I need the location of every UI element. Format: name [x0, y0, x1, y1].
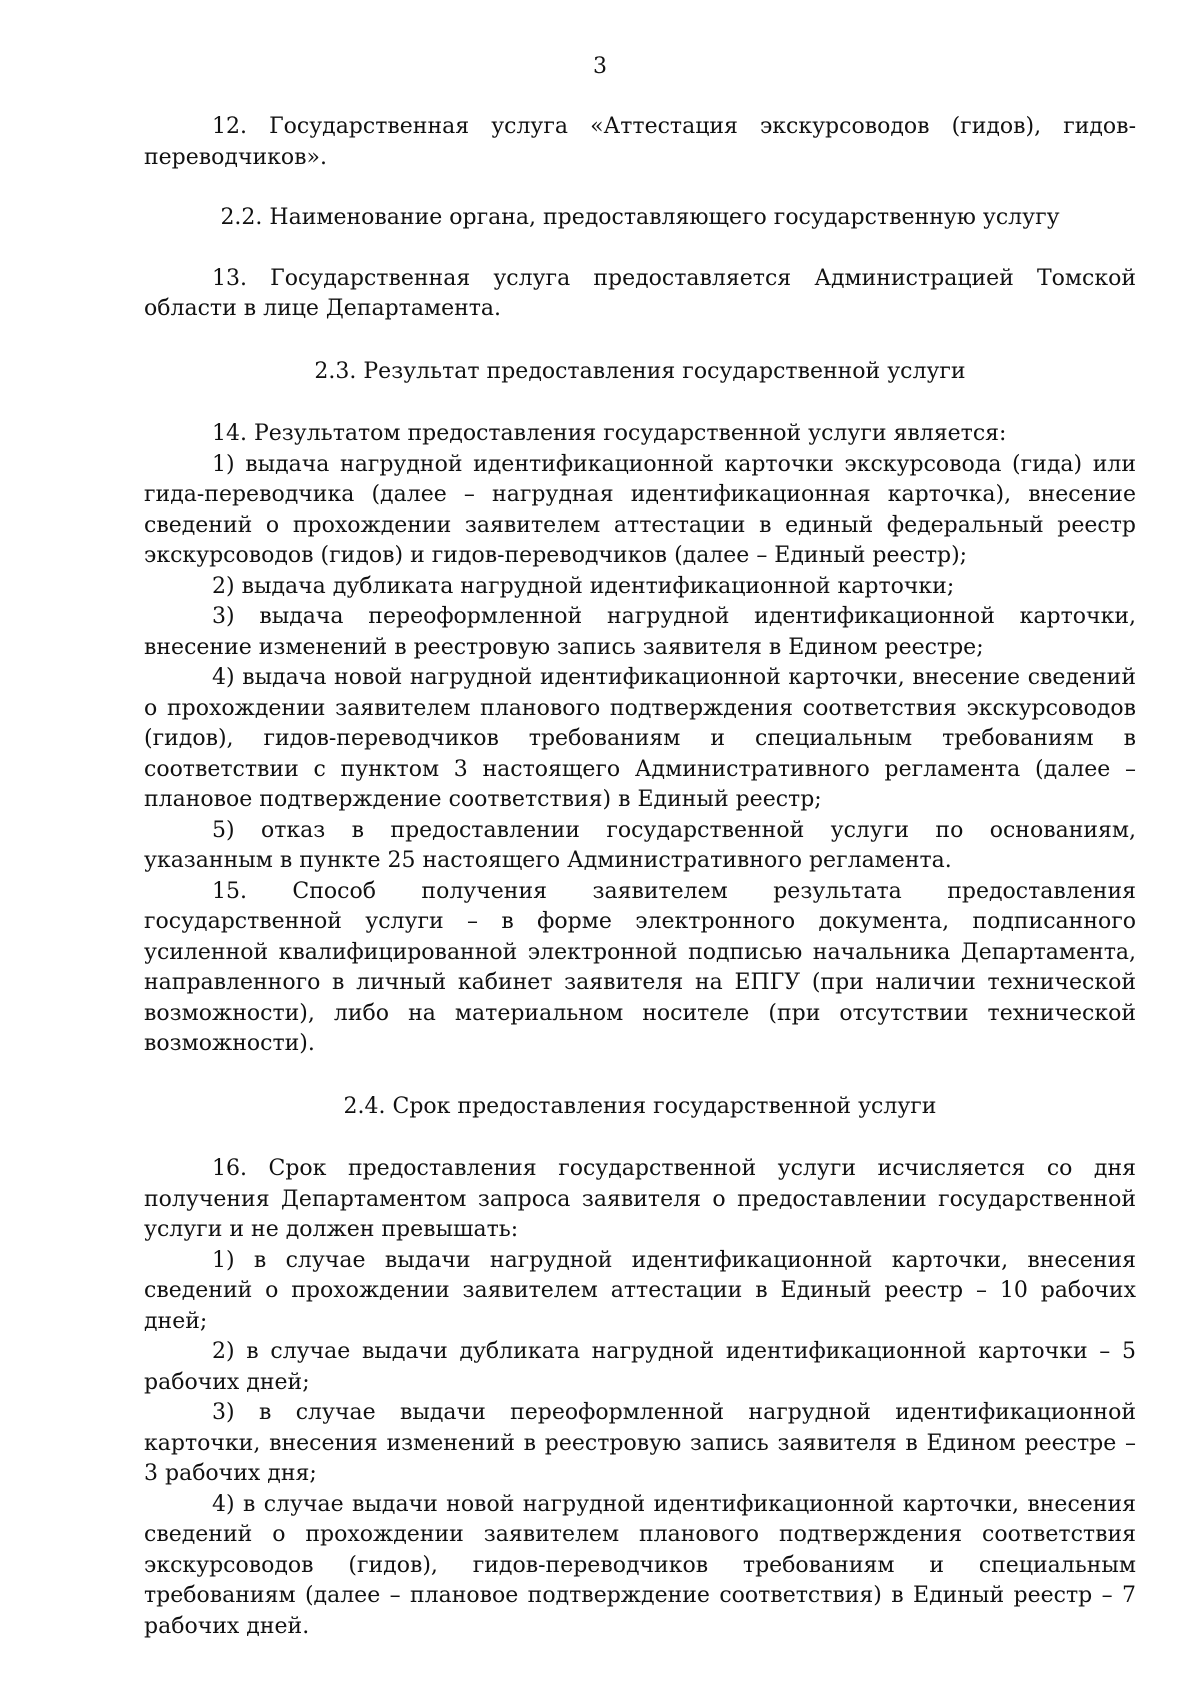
- section-heading-2-3: 2.3. Результат предоставления государственной услуги: [314, 358, 966, 384]
- paragraph-15: 15. Способ получения заявителем результата предоставления государственной услуги – в форме электронного документа, подписанного усиленной квалифицированной электронной подписью начальника Департамента, направленного в личный кабинет заявителя на ЕПГУ (при наличии технической возможности), либо на материальном носителе (при отсутствии технической возможности).: [144, 878, 1136, 1056]
- list-item-14-1: 1) выдача нагрудной идентификационной карточки экскурсовода (гида) или гида-переводчика (далее – нагрудная идентификационная карточка), внесение сведений о прохождении заявителем аттестации в единый федеральный реестр экскурсоводов (гидов) и гидов-переводчиков (далее – Единый реестр);: [144, 451, 1136, 568]
- page-number: 3: [593, 54, 607, 79]
- list-item-16-3: 3) в случае выдачи переоформленной нагрудной идентификационной карточки, внесения изменений в реестровую запись заявителя в Едином реестре – 3 рабочих дня;: [144, 1400, 1136, 1486]
- section-heading-2-4: 2.4. Срок предоставления государственной услуги: [343, 1093, 937, 1119]
- list-item-14-4: 4) выдача новой нагрудной идентификационной карточки, внесение сведений о прохождении заявителем планового подтверждения соответствия экскурсоводов (гидов), гидов-переводчиков требованиям и специальным требованиям в соответствии с пунктом 3 настоящего Административного регламента (далее – плановое подтверждение соответствия) в Единый реестр;: [144, 665, 1136, 812]
- paragraph-12: 12. Государственная услуга «Аттестация экскурсоводов (гидов), гидов-переводчиков».: [144, 114, 1136, 170]
- list-item-16-4: 4) в случае выдачи новой нагрудной идентификационной карточки, внесения сведений о прохождении заявителем планового подтверждения соответствия экскурсоводов (гидов), гидов-переводчиков требованиям и специальным требованиям (далее – плановое подтверждение соответствия) в Единый реестр – 7 рабочих дней.: [144, 1491, 1136, 1639]
- list-item-16-2: 2) в случае выдачи дубликата нагрудной идентификационной карточки – 5 рабочих дней;: [144, 1339, 1136, 1395]
- section-heading-2-2: 2.2. Наименование органа, предоставляющего государственную услугу: [220, 205, 1060, 230]
- paragraph-16: 16. Срок предоставления государственной услуги исчисляется со дня получения Департаментом запроса заявителя о предоставлении государственной услуги и не должен превышать:: [144, 1156, 1136, 1242]
- list-item-14-3: 3) выдача переоформленной нагрудной идентификационной карточки, внесение изменений в реестровую запись заявителя в Едином реестре;: [144, 604, 1136, 660]
- list-item-14-5: 5) отказ в предоставлении государственной услуги по основаниям, указанным в пункте 25 настоящего Административного регламента.: [144, 817, 1136, 873]
- paragraph-13: 13. Государственная услуга предоставляется Администрацией Томской области в лице Департамента.: [144, 265, 1136, 321]
- document-body: [144, 112, 1136, 1642]
- list-item-14-2: 2) выдача дубликата нагрудной идентификационной карточки;: [212, 573, 955, 599]
- paragraph-14: 14. Результатом предоставления государственной услуги является:: [212, 421, 1007, 446]
- list-item-16-1: 1) в случае выдачи нагрудной идентификационной карточки, внесения сведений о прохождении заявителем аттестации в Единый реестр – 10 рабочих дней;: [144, 1247, 1136, 1334]
